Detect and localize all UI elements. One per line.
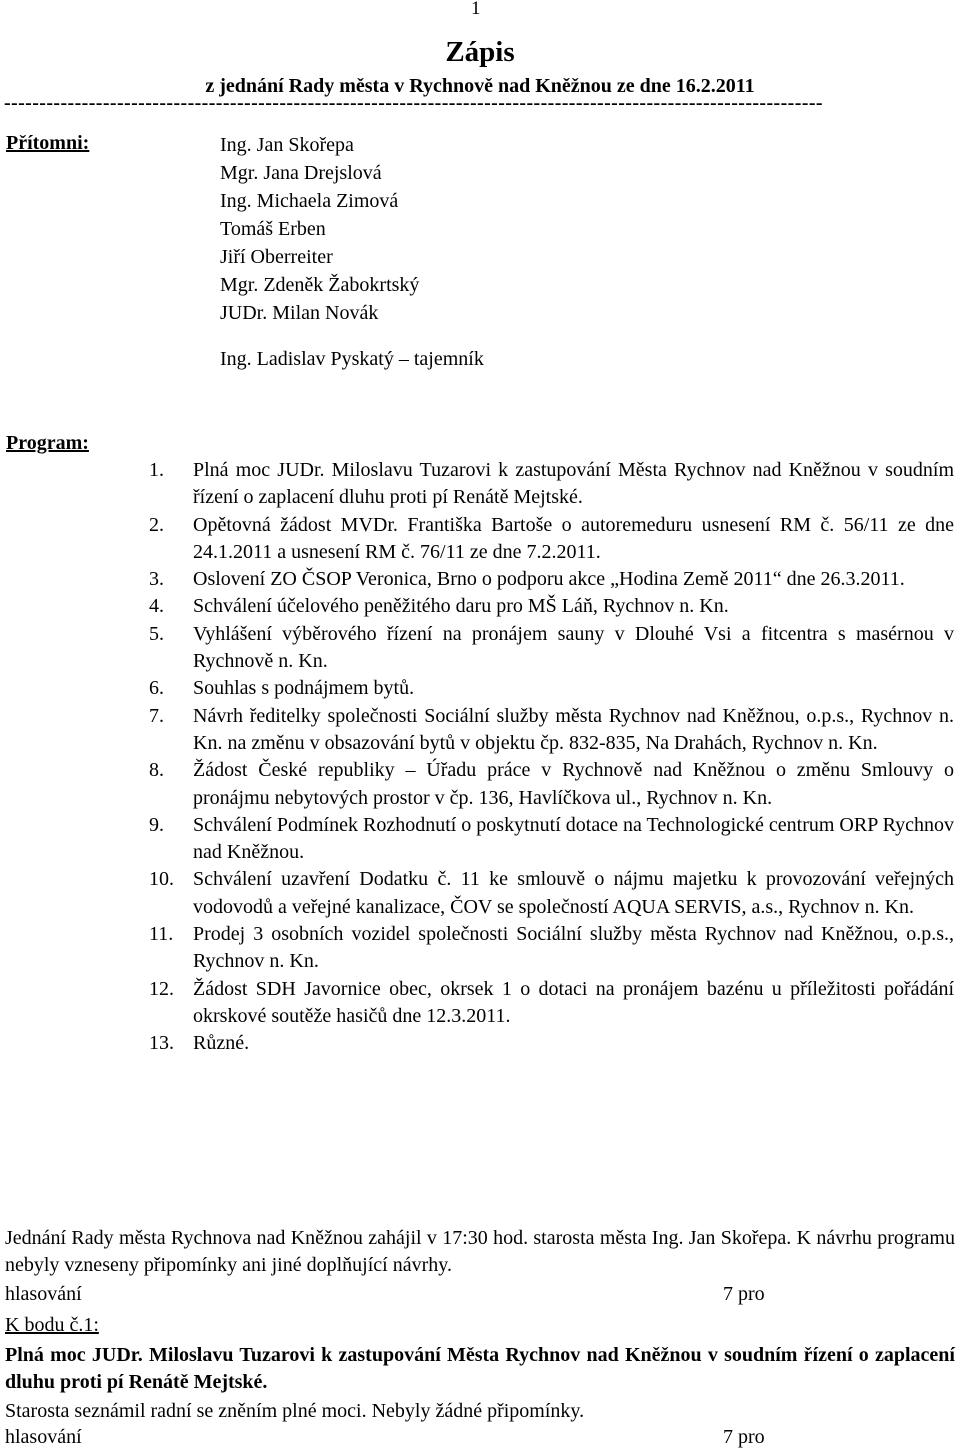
program-item-text: Různé. [193, 1032, 250, 1055]
vote-result: 7 pro [723, 1426, 765, 1448]
program-item-number: 1. [149, 459, 164, 481]
program-item-text: Schválení uzavření Dodatku č. 11 ke smlouvě o nájmu majetku k provozování veřejných vodovodů a veřejné kanalizace, ČOV se společností AQUA SERVIS, a.s., Rychnov n. Kn. [193, 868, 954, 918]
program-item-text: Žádost České republiky – Úřadu práce v Rychnově nad Kněžnou o změnu Smlouvy o pronájmu nebytových prostor v čp. 136, Havlíčkova ul., Rychnov n. Kn. [193, 759, 954, 809]
present-member: Ing. Michaela Zimová [220, 190, 399, 212]
program-item-number: 7. [149, 704, 164, 727]
program-item [149, 812, 954, 867]
program-item [149, 566, 954, 593]
program-item-text: Plná moc JUDr. Miloslavu Tuzarovi k zastupování Města Rychnov nad Kněžnou v soudním řízení o zaplacení dluhu proti pí Renátě Mejtské. [193, 459, 954, 509]
program-item-text: Žádost SDH Javornice obec, okrsek 1 o dotaci na pronájem bazénu u příležitosti pořádání okrskové soutěže hasičů dne 12.3.2011. [193, 977, 954, 1027]
point-body: Starosta seznámil radní se zněním plné moci. Nebyly žádné připomínky. [5, 1400, 585, 1422]
program-list [149, 457, 954, 1058]
program-item-number: 13. [149, 1032, 174, 1055]
present-member: Jiří Oberreiter [220, 246, 333, 268]
program-item [149, 866, 954, 921]
vote-label: hlasování [5, 1283, 82, 1305]
program-item-number: 10. [149, 868, 174, 891]
program-item-number: 9. [149, 813, 164, 836]
program-item [149, 593, 954, 620]
program-item-number: 4. [149, 595, 164, 618]
program-item-text: Vyhlášení výběrového řízení na pronájem sauny v Dlouhé Vsi a fitcentra s masérnou v Rychnově n. Kn. [193, 622, 954, 673]
present-label: Přítomni: [6, 132, 90, 154]
program-item-text: Souhlas s podnájmem bytů. [193, 677, 415, 700]
program-item-text: Návrh ředitelky společnosti Sociální služby města Rychnov nad Kněžnou, o.p.s., Rychnov n. Kn. na změnu v obsazování bytů v objektu čp. 832-835, Na Drahách, Rychnov n. Kn. [193, 704, 954, 754]
page-number: 1 [471, 0, 481, 19]
program-item [149, 976, 954, 1031]
program-item-number: 2. [149, 513, 164, 536]
present-secretary: Ing. Ladislav Pyskatý – tajemník [220, 348, 484, 370]
present-member: Ing. Jan Skořepa [220, 134, 354, 156]
present-member: Tomáš Erben [220, 218, 326, 240]
program-item-text: Opětovná žádost MVDr. Františka Bartoše o autoremeduru usnesení RM č. 56/11 ze dne 24.1.2011 a usnesení RM č. 76/11 ze dne 7.2.2011. [193, 513, 954, 563]
present-list [220, 131, 419, 327]
point-heading: K bodu č.1: [5, 1314, 99, 1336]
program-item [149, 921, 954, 976]
program-item-number: 11. [149, 923, 174, 946]
document-subtitle: z jednání Rady města v Rychnově nad Kněžnou ze dne 16.2.2011 [205, 75, 755, 97]
program-item-number: 5. [149, 622, 164, 645]
present-member: Mgr. Zdeněk Žabokrtský [220, 274, 420, 296]
present-member: JUDr. Milan Novák [220, 302, 379, 324]
program-item [149, 512, 954, 567]
program-item-number: 6. [149, 677, 164, 700]
vote-label: hlasování [5, 1426, 82, 1448]
program-item [149, 675, 954, 702]
program-item-number: 8. [149, 759, 164, 782]
program-item-text: Prodej 3 osobních vozidel společnosti Sociální služby města Rychnov nad Kněžnou, o.p.s., Rychnov n. Kn. [193, 923, 954, 973]
program-item [149, 757, 954, 812]
document-title: Zápis [445, 36, 515, 68]
separator-line: -------------------------------------------------------------------------------------------------------------------- [4, 92, 823, 114]
program-item-text: Schválení Podmínek Rozhodnutí o poskytnutí dotace na Technologické centrum ORP Rychnov nad Kněžnou. [193, 813, 955, 864]
opening-paragraph: Jednání Rady města Rychnova nad Kněžnou zahájil v 17:30 hod. starosta města Ing. Jan Skořepa. K návrhu programu nebyly vzneseny připomínky ani jiné doplňující návrhy. [5, 1227, 955, 1276]
program-item [149, 1030, 954, 1057]
point-title: Plná moc JUDr. Miloslavu Tuzarovi k zastupování Města Rychnov nad Kněžnou v soudním řízení o zaplacení dluhu proti pí Renátě Mejtské. [5, 1344, 955, 1393]
program-item [149, 457, 954, 512]
program-item [149, 621, 954, 676]
program-item-text: Schválení účelového peněžitého daru pro MŠ Láň, Rychnov n. Kn. [193, 595, 729, 618]
vote-result: 7 pro [723, 1283, 765, 1305]
program-label: Program: [6, 432, 89, 454]
program-item-number: 12. [149, 977, 174, 1000]
present-member: Mgr. Jana Drejslová [220, 162, 382, 184]
program-item [149, 703, 954, 758]
program-item-text: Oslovení ZO ČSOP Veronica, Brno o podporu akce „Hodina Země 2011“ dne 26.3.2011. [193, 568, 905, 591]
program-item-number: 3. [149, 568, 164, 591]
